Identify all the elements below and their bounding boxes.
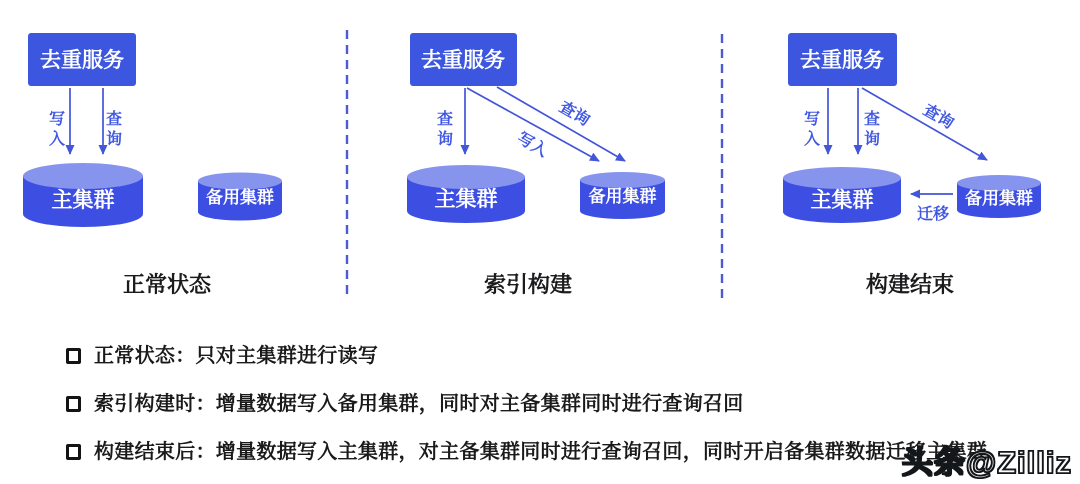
query-label-char: 询 — [436, 131, 454, 148]
query-diagonal-label: 查询 — [556, 98, 593, 130]
write-label-char: 入 — [48, 131, 66, 148]
primary-cluster-label: 主集群 — [51, 189, 115, 212]
note-item-normal-state — [66, 345, 378, 367]
backup-cluster-label: 备用集群 — [206, 188, 274, 207]
primary-cluster-cylinder-top — [407, 165, 525, 189]
watermark-toutiao-zilliz: 头条@Zilliz — [901, 445, 1072, 480]
primary-cluster-label: 主集群 — [810, 189, 874, 212]
dedup-service-label: 去重服务 — [800, 49, 884, 72]
note-item-index-building — [66, 393, 744, 415]
write-diagonal-label: 写入 — [514, 129, 551, 161]
query-label-char: 询 — [863, 131, 881, 148]
panel-caption: 索引构建 — [483, 272, 573, 297]
square-bullet-icon — [66, 348, 81, 364]
dedup-service-label: 去重服务 — [40, 49, 124, 72]
backup-cluster-label: 备用集群 — [588, 187, 657, 206]
query-label-char: 查 — [436, 111, 454, 128]
panel-normal-state — [23, 33, 282, 297]
primary-cluster-label: 主集群 — [434, 188, 498, 211]
panel-index-building — [407, 33, 665, 297]
write-label-char: 入 — [803, 131, 821, 148]
panel-caption: 正常状态 — [122, 272, 212, 297]
backup-cluster-label: 备用集群 — [965, 189, 1033, 208]
query-to-backup-arrow — [862, 88, 987, 160]
note-item-build-finished — [66, 441, 987, 463]
query-label-char: 查 — [105, 111, 123, 128]
write-label-char: 写 — [803, 111, 821, 128]
note-text: 构建结束后：增量数据写入主集群，对主备集群同时进行查询召回，同时开启备集群数据迁移主集群 — [94, 441, 988, 463]
dedup-service-label: 去重服务 — [421, 49, 505, 72]
backup-cluster-cylinder-top — [198, 173, 282, 190]
migrate-label: 迁移 — [916, 206, 950, 223]
note-text: 正常状态：只对主集群进行读写 — [94, 345, 379, 367]
square-bullet-icon — [66, 396, 81, 412]
query-to-backup-arrow — [497, 87, 625, 161]
square-bullet-icon — [66, 444, 81, 460]
query-label-char: 查 — [863, 111, 881, 128]
primary-cluster-cylinder-top — [23, 163, 143, 189]
query-diagonal-label: 查询 — [920, 101, 957, 133]
panel-caption: 构建结束 — [865, 272, 955, 297]
backup-cluster-cylinder-top — [580, 172, 665, 188]
query-label-char: 询 — [105, 131, 123, 148]
write-label-char: 写 — [48, 111, 66, 128]
note-text: 索引构建时：增量数据写入备用集群，同时对主备集群同时进行查询召回 — [94, 393, 744, 415]
panel-build-finished — [783, 33, 1041, 297]
primary-cluster-cylinder-top — [783, 167, 901, 189]
